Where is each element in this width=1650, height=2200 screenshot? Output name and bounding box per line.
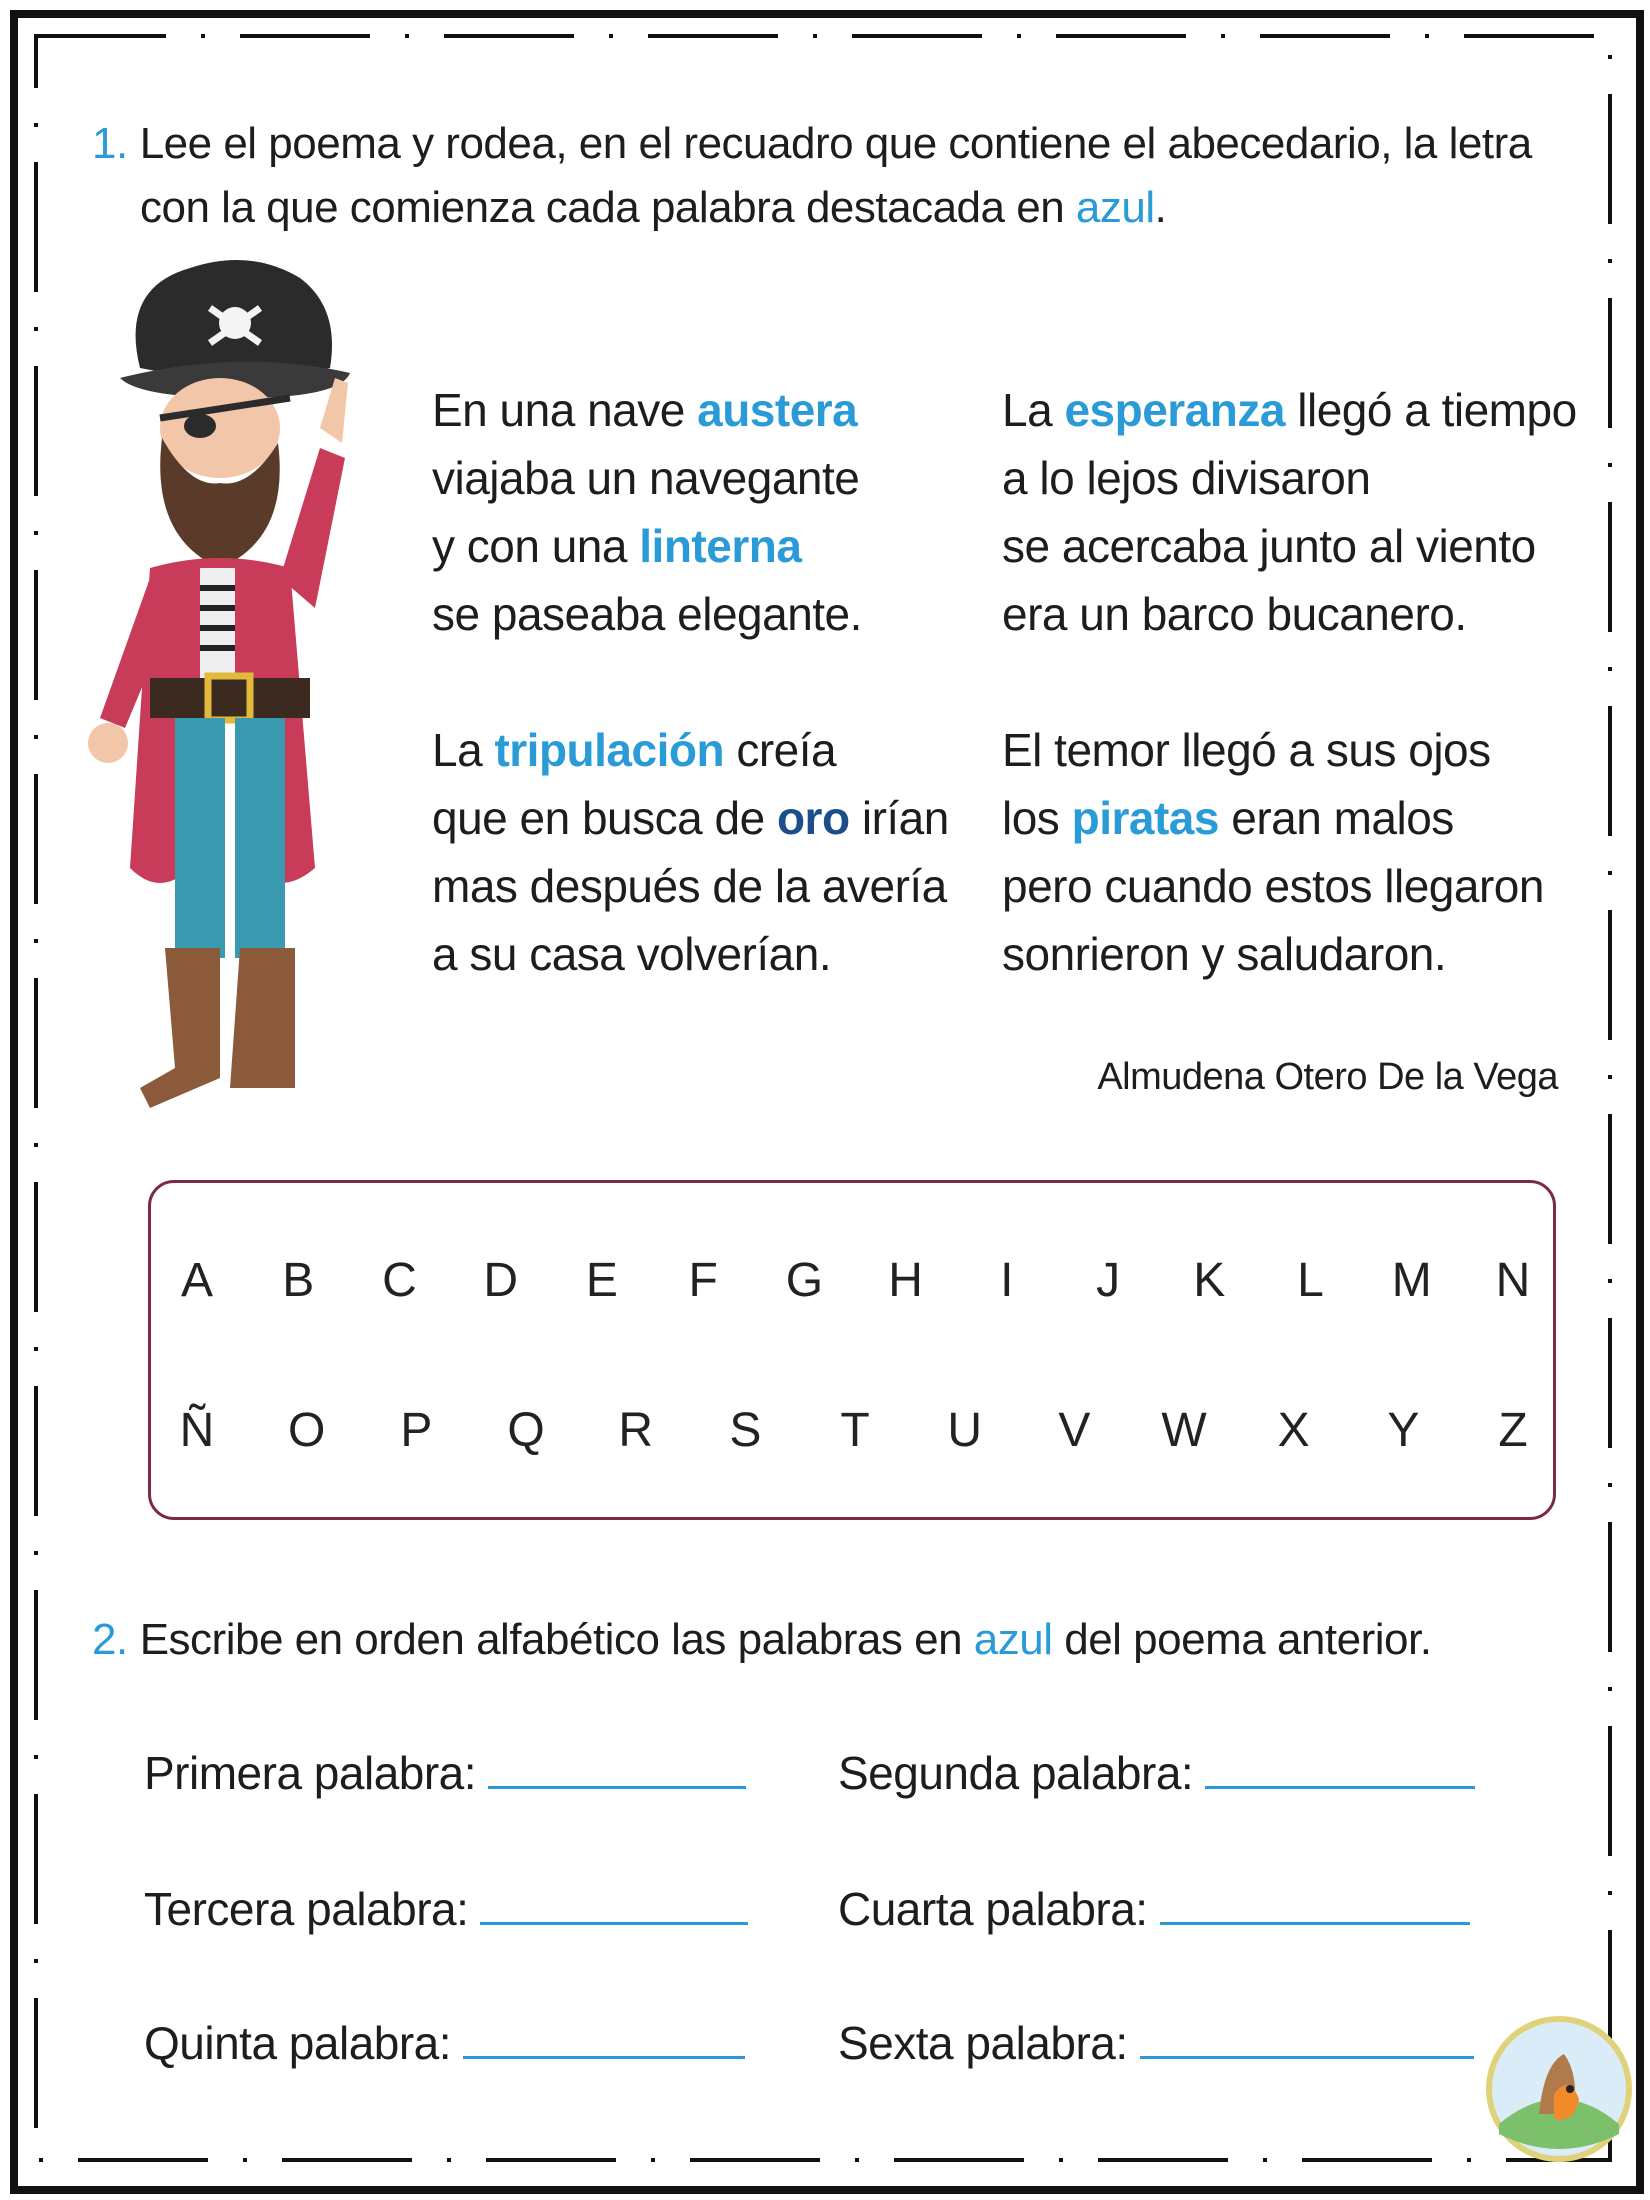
question-2: 2. Escribe en orden alfabético las palabras en azul del poema anterior. xyxy=(92,1615,1432,1664)
answer-blank[interactable] xyxy=(1160,1912,1470,1925)
alphabet-letter[interactable]: Ñ xyxy=(179,1404,215,1457)
poem-line: La esperanza llegó a tiempo xyxy=(1002,384,1577,436)
question-1 xyxy=(92,112,1532,240)
poem-line: se acercaba junto al viento xyxy=(1002,520,1536,572)
poem-stanza-1 xyxy=(432,376,862,648)
answer-fourth[interactable]: Cuarta palabra: xyxy=(838,1882,1470,1936)
answer-blank[interactable] xyxy=(463,2046,745,2059)
poem-stanza-4 xyxy=(1002,716,1544,988)
alphabet-letter[interactable]: M xyxy=(1391,1254,1432,1307)
poem-line: se paseaba elegante. xyxy=(432,588,862,640)
poem-line: a su casa volverían. xyxy=(432,928,832,980)
alphabet-letter[interactable]: H xyxy=(888,1254,923,1307)
alphabet-letter[interactable]: S xyxy=(729,1404,762,1457)
highlighted-word: linterna xyxy=(639,520,802,572)
alphabet-letter[interactable]: N xyxy=(1495,1254,1531,1307)
dino-materiales-logo xyxy=(1484,2014,1634,2164)
alphabet-letter[interactable]: Q xyxy=(507,1404,545,1457)
answer-blank[interactable] xyxy=(1205,1776,1475,1789)
alphabet-letter[interactable]: F xyxy=(688,1254,718,1307)
poem-line: que en busca de oro irían xyxy=(432,792,949,844)
poem-line: y con una linterna xyxy=(432,520,802,572)
poem-stanza-3 xyxy=(1002,376,1577,648)
alphabet-letter[interactable]: E xyxy=(585,1254,618,1307)
poem-line: La tripulación creía xyxy=(432,724,837,776)
highlighted-word: oro xyxy=(776,792,850,844)
alphabet-box xyxy=(148,1180,1556,1520)
alphabet-letter[interactable]: C xyxy=(382,1254,417,1307)
alphabet-letter[interactable]: V xyxy=(1058,1404,1091,1457)
alphabet-letter[interactable]: Z xyxy=(1498,1404,1528,1457)
question-text-line2: con la que comienza cada palabra destacada en azul. xyxy=(140,183,1167,232)
answer-second[interactable]: Segunda palabra: xyxy=(838,1746,1475,1800)
answer-blank[interactable] xyxy=(1140,2046,1474,2059)
poem-line: viajaba un navegante xyxy=(432,452,860,504)
alphabet-letter[interactable]: Y xyxy=(1387,1404,1420,1457)
alphabet-letter[interactable]: U xyxy=(947,1404,982,1457)
poem-line: El temor llegó a sus ojos xyxy=(1002,724,1491,776)
alphabet-letter[interactable]: R xyxy=(618,1404,653,1457)
question-text: Lee el poema y rodea, en el recuadro que contiene el abecedario, la letra xyxy=(139,119,1532,168)
highlighted-word: piratas xyxy=(1071,792,1219,844)
answer-third[interactable]: Tercera palabra: xyxy=(144,1882,748,1936)
alphabet-letter[interactable]: W xyxy=(1161,1404,1207,1457)
answer-blank[interactable] xyxy=(488,1776,746,1789)
highlighted-word: tripulación xyxy=(494,724,725,776)
pirate-illustration xyxy=(80,248,410,1168)
highlighted-word: esperanza xyxy=(1064,384,1285,436)
highlighted-word: austera xyxy=(697,384,858,436)
answer-blank[interactable] xyxy=(480,1912,748,1925)
alphabet-letter[interactable]: G xyxy=(785,1254,824,1307)
poem-line: pero cuando estos llegaron xyxy=(1002,860,1544,912)
alphabet-letter[interactable]: L xyxy=(1297,1254,1324,1307)
alphabet-letter[interactable]: J xyxy=(1096,1254,1121,1307)
poem-line: sonrieron y saludaron. xyxy=(1002,928,1447,980)
poem-line: En una nave austera xyxy=(432,384,858,436)
poem-line: a lo lejos divisaron xyxy=(1002,452,1371,504)
answer-sixth[interactable]: Sexta palabra: xyxy=(838,2016,1474,2070)
alphabet-letter[interactable]: B xyxy=(282,1254,315,1307)
alphabet-letter[interactable]: D xyxy=(483,1254,519,1307)
poem-stanza-2 xyxy=(432,716,949,988)
alphabet-letter[interactable]: A xyxy=(180,1254,213,1307)
alphabet-letter[interactable]: P xyxy=(400,1404,433,1457)
question-number: 1. xyxy=(92,119,128,168)
question-number: 2. xyxy=(92,1615,128,1664)
poem-line: era un barco bucanero. xyxy=(1002,588,1467,640)
alphabet-letter[interactable]: I xyxy=(1000,1254,1014,1307)
poem-line: mas después de la avería xyxy=(432,860,947,912)
answer-first[interactable]: Primera palabra: xyxy=(144,1746,746,1800)
alphabet-letter[interactable]: K xyxy=(1193,1254,1226,1307)
poem-line: los piratas eran malos xyxy=(1002,792,1454,844)
answer-fifth[interactable]: Quinta palabra: xyxy=(144,2016,745,2070)
alphabet-letter[interactable]: T xyxy=(840,1404,870,1457)
poem-author: Almudena Otero De la Vega xyxy=(1097,1056,1558,1098)
alphabet-letter[interactable]: X xyxy=(1277,1404,1310,1457)
alphabet-letter[interactable]: O xyxy=(287,1404,326,1457)
